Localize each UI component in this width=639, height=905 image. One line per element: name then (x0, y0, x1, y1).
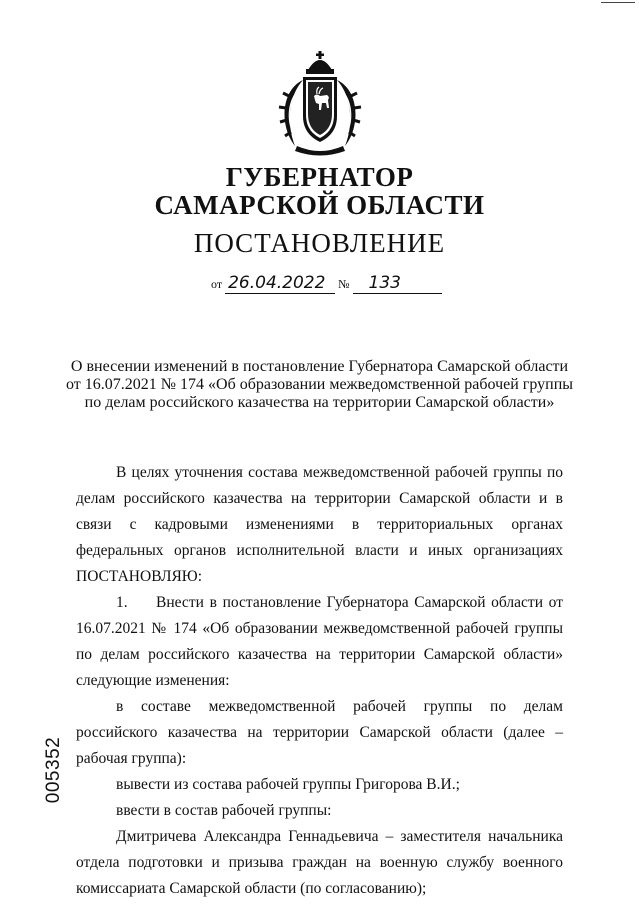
body-paragraph: Дмитричева Александра Геннадьевича – заместителя начальника отдела подготовки и призыва граждан на военную службу военного комиссариата Самарской области (по согласованию); (76, 828, 563, 897)
title-line: по делам российского казачества на территории Самарской области» (84, 394, 555, 411)
title-line: О внесении изменений в постановление Губернатора Самарской области (70, 358, 569, 375)
body-paragraph: в составе межведомственной рабочей группы по делам российского казачества на территории Самарской области (далее – рабочая группа): (76, 698, 563, 767)
body-paragraph: вывести из состава рабочей группы Григорова В.И.; (116, 776, 460, 793)
organization-name-line1: ГУБЕРНАТОР (225, 162, 414, 192)
samara-coat-of-arms-icon (273, 48, 367, 158)
organization-name-line2: САМАРСКОЙ ОБЛАСТИ (154, 190, 485, 220)
body-paragraph: ввести в состав рабочей группы: (116, 802, 332, 819)
document-title (60, 358, 579, 412)
body-paragraph: В целях уточнения состава межведомственной рабочей группы по делам российского казачества на территории Самарской области и в связи с кадровыми изменениями в территориальных органах федеральных органов исполнительной власти и иных организациях ПОСТАНОВЛЯЮ: (76, 464, 563, 585)
document-body (76, 460, 567, 902)
date-number-line (211, 274, 442, 294)
document-type: ПОСТАНОВЛЕНИЕ (193, 228, 446, 258)
side-serial-number (41, 736, 67, 804)
date-label: от (211, 277, 223, 291)
title-line: от 16.07.2021 № 174 «Об образовании межведомственной рабочей группы (65, 376, 574, 393)
body-paragraph: 1. Внести в постановление Губернатора Самарской области от 16.07.2021 № 174 «Об образовании межведомственной рабочей группы по делам российского казачества на территории Самарской области» следующие изменения: (76, 594, 567, 689)
corner-mark (601, 2, 635, 3)
number-label: № (338, 277, 350, 291)
date-value: 26.04.2022 (225, 274, 335, 294)
side-serial-text: 005352 (43, 736, 64, 804)
number-value: 133 (353, 274, 442, 294)
